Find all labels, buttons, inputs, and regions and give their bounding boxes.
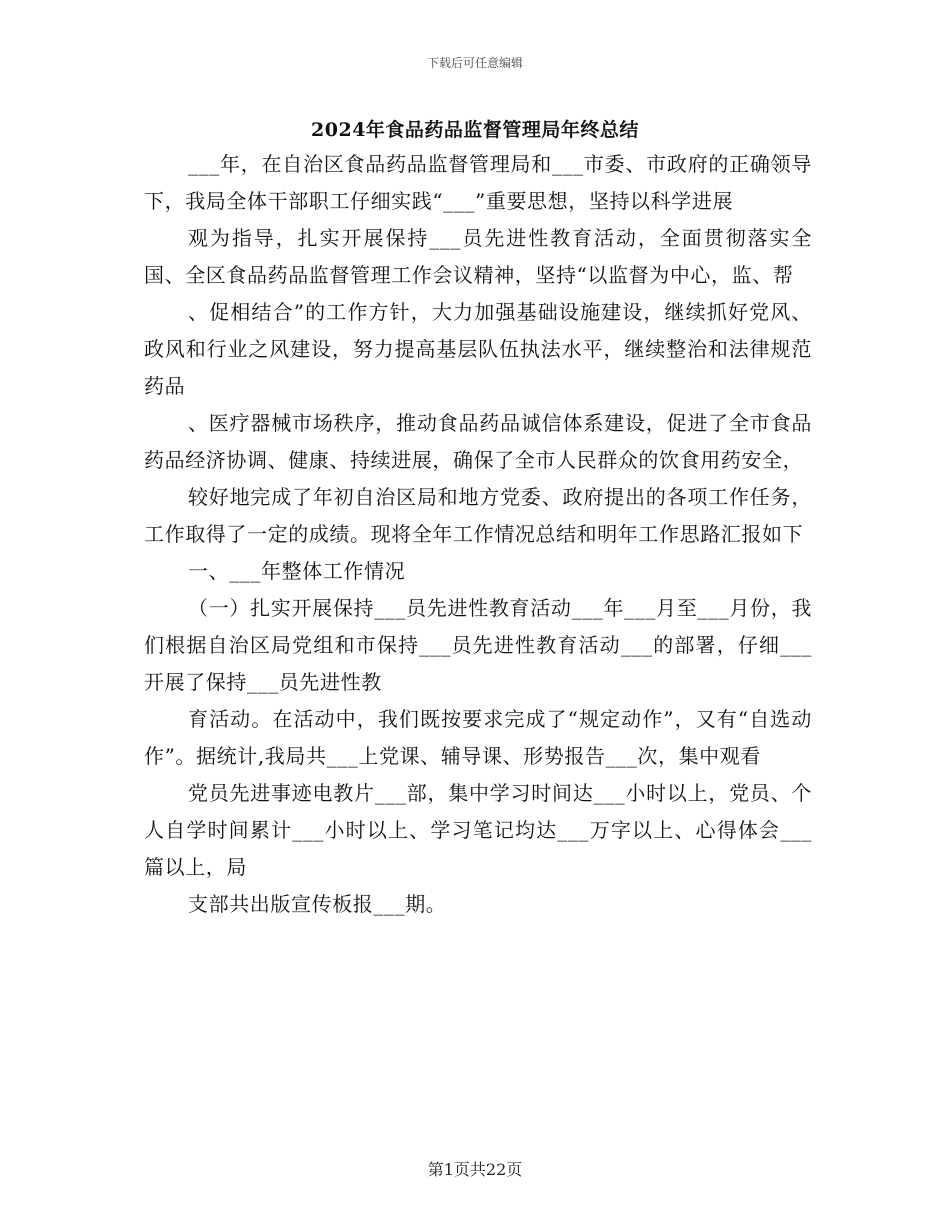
section-heading: 一、___年整体工作情况 xyxy=(188,559,406,583)
page-number: 第1页共22页 xyxy=(427,1160,523,1179)
paragraph-7: （一）扎实开展保持___员先进性教育活动___年___月至___月份，我们根据自治区局党组和市保持___员先进性教育活动___的部署，仔细___开展了保持___员先进性教 xyxy=(144,596,812,694)
paragraph-9: 党员先进事迹电教片___部，集中学习时间达___小时以上，党员、个人自学时间累计___小时以上、学习笔记均达___万字以上、心得体会___篇以上，局 xyxy=(144,781,812,879)
paragraph-4: 、医疗器械市场秩序，推动食品药品诚信体系建设，促进了全市食品药品经济协调、健康、持续进展，确保了全市人民群众的饮食用药安全， xyxy=(144,411,812,472)
paragraph-1: ___年，在自治区食品药品监督管理局和___市委、市政府的正确领导下，我局全体干部职工仔细实践“___”重要思想，坚持以科学进展 xyxy=(144,152,812,213)
header-note: 下载后可任意编辑 xyxy=(426,56,523,70)
paragraph-5: 较好地完成了年初自治区局和地方党委、政府提出的各项工作任务，工作取得了一定的成绩。现将全年工作情况总结和明年工作思路汇报如下 xyxy=(144,485,812,546)
paragraph-8: 育活动。在活动中，我们既按要求完成了“规定动作”，又有“自选动作”。据统计,我局共___上党课、辅导课、形势报告___次，集中观看 xyxy=(144,707,812,768)
document-title: 2024年食品药品监督管理局年终总结 xyxy=(311,119,639,141)
paragraph-2: 观为指导，扎实开展保持___员先进性教育活动，全面贯彻落实全国、全区食品药品监督管理工作会议精神，坚持“以监督为中心，监、帮 xyxy=(144,226,812,287)
document-body xyxy=(144,146,812,923)
paragraph-3: 、促相结合”的工作方针，大力加强基础设施建设，继续抓好党风、政风和行业之风建设，努力提高基层队伍执法水平，继续整治和法律规范药品 xyxy=(144,300,812,398)
paragraph-10: 支部共出版宣传板报___期。 xyxy=(188,892,447,916)
